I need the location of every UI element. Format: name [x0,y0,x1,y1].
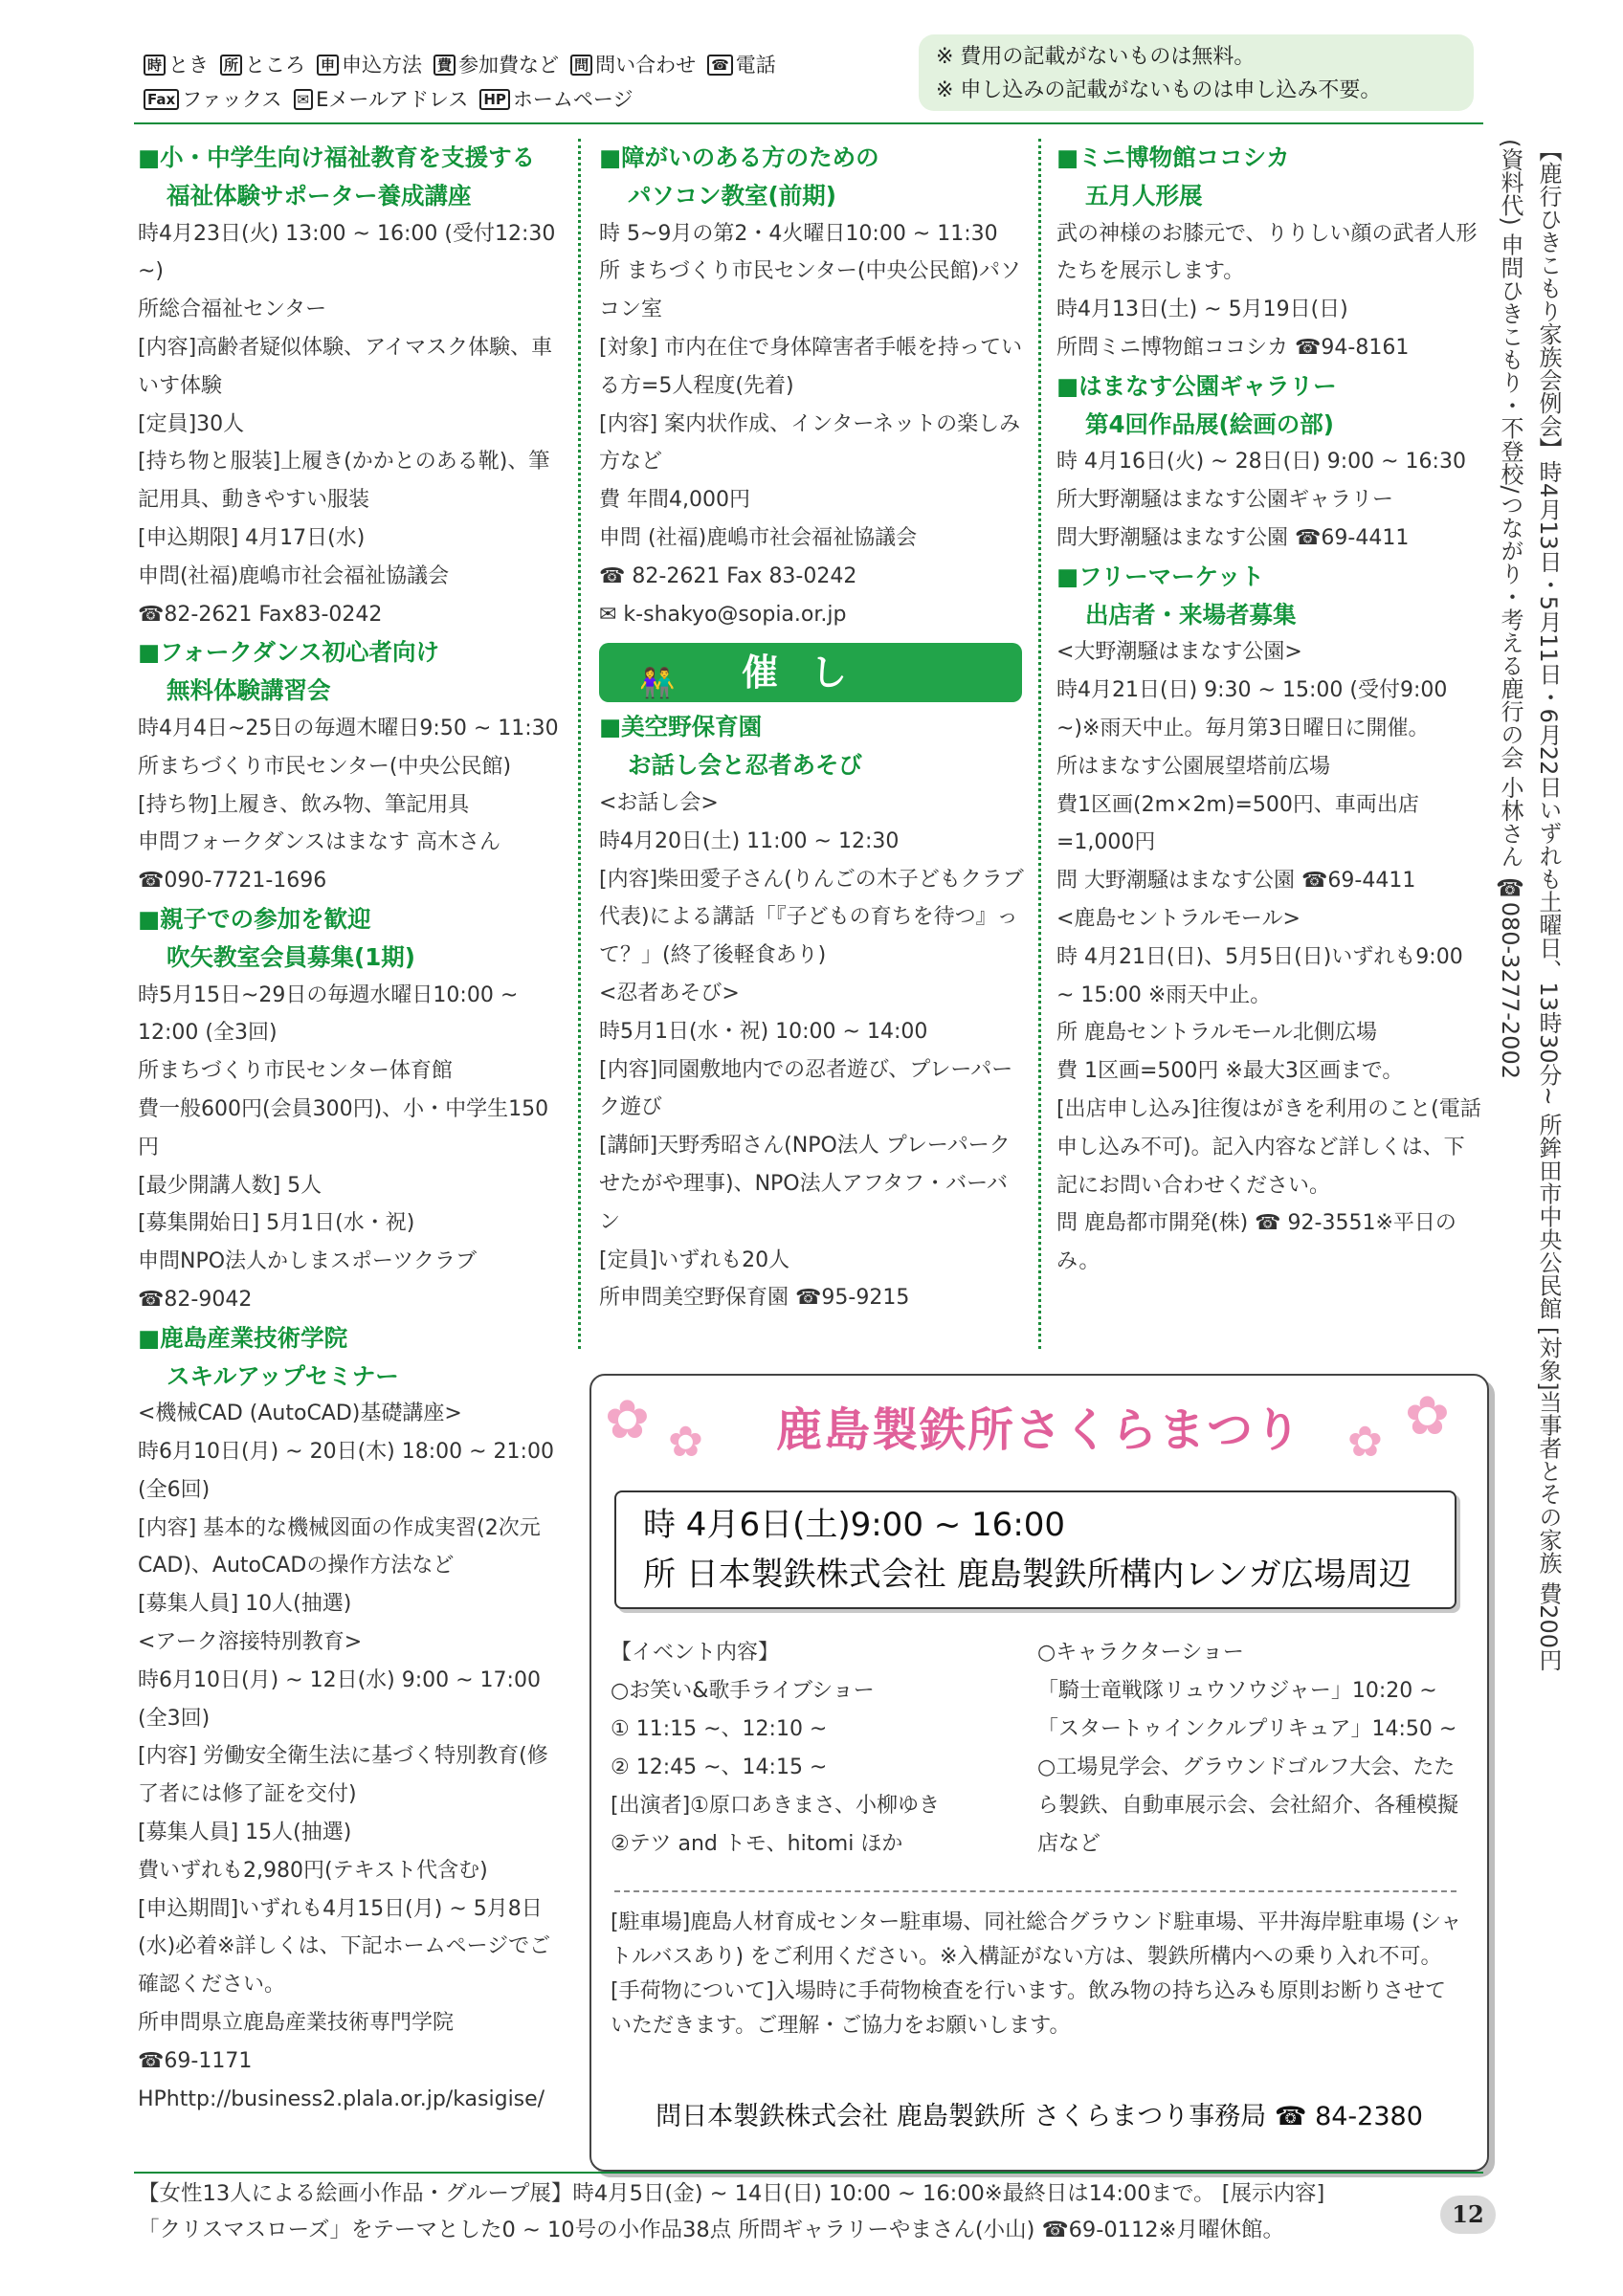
event-line: ②テツ and トモ、hitomi ほか [611,1832,903,1856]
event-line: 【イベント内容】 [611,1641,780,1665]
sakura-title: 鹿島製鉄所さくらまつり [775,1403,1302,1457]
legend-key-icon: HP [479,89,510,110]
section-heading: ■小・中学生向け福祉教育を支援する [138,144,536,171]
entry-line: ✉ k-shakyo@sopia.or.jp [599,602,847,627]
entry-line: 費いずれも2,980円(テキスト代含む) [138,1858,488,1883]
column-divider-2 [1038,139,1041,1349]
bottom-notice [138,2175,1439,2248]
column-2-top [599,139,1024,633]
sakura-icon: ✿ [1347,1418,1383,1467]
legend-item [707,48,776,82]
legend-key-icon: 申 [317,55,339,76]
entry-line: [募集人員] 10人(抽選) [138,1592,352,1617]
events-banner [599,643,1022,702]
entry-line: 時 4月21日(日)、5月5日(日)いずれも9:00 ~ 15:00 ※雨天中止。 [1056,944,1463,1007]
notice-box [919,34,1474,111]
legend-key-icon: 問 [570,55,592,76]
entry-line: 問 大野潮騒はまなす公園 ☎69-4411 [1056,869,1416,894]
entry-line: [内容]高齢者疑似体験、アイマスク体験、車いす体験 [138,335,553,398]
sakura-dashed-divider [614,1890,1456,1892]
entry-line: 問 鹿島都市開発(株) ☎ 92-3551※平日のみ。 [1056,1211,1456,1274]
legend-item [220,48,305,82]
entry-line: [募集人員] 15人(抽選) [138,1821,352,1845]
legend-item [144,48,209,82]
legend-label: ホームページ [512,88,634,111]
legend-key-icon: 時 [144,55,166,76]
entry-line: 所まちづくり市民センター(中央公民館) [138,754,512,779]
entry-line: [申込期限] 4月17日(水) [138,525,366,550]
entry-line: [内容] 基本的な機械図面の作成実習(2次元CAD)、AutoCADの操作方法など [138,1515,541,1578]
sakura-notes [611,1906,1462,2043]
event-line: ① 11:15 ~、12:10 ~ [611,1717,828,1741]
legend-item [294,82,469,117]
legend-item [317,48,422,82]
column-1 [138,139,564,2118]
entry-line: 時5月1日(水・祝) 10:00 ~ 14:00 [599,1019,928,1044]
legend [144,48,900,117]
entry-line: 時4月20日(土) 11:00 ~ 12:30 [599,828,900,853]
legend-key-icon: 所 [220,55,242,76]
entry-line: [定員]いずれも20人 [599,1247,790,1272]
event-line: 「騎士竜戦隊リュウソウジャー」10:20 ~ [1037,1679,1437,1703]
legend-label: 参加費など [458,54,560,77]
sakura-contact: 問日本製鉄株式会社 鹿島製鉄所 さくらまつり事務局 ☎ 84-2380 [656,2102,1423,2131]
entry-line: ☎69-1171 HPhttp://business2.plala.or.jp/kasigise/ [138,2048,545,2111]
entry-line: [対象] 市内在住で身体障害者手帳を持っている方=5人程度(先着) [599,335,1023,398]
entry-line: 時 4月16日(火) ~ 28日(日) 9:00 ~ 16:30 [1056,450,1466,475]
section-heading: 福祉体験サポーター養成講座 [167,181,472,210]
entry-line: 時4月23日(火) 13:00 ~ 16:00 (受付12:30 ~) [138,221,556,284]
section-heading: 第4回作品展(絵画の部) [1085,409,1334,438]
page-number: 12 [1440,2196,1496,2234]
entry-line: <お話し会> [599,790,719,815]
legend-label: ファックス [182,88,282,111]
entry-line: 費 年間4,000円 [599,488,750,513]
section-heading: 無料体験講習会 [167,676,331,705]
entry-line: 所 まちづくり市民センター(中央公民館)パソコン室 [599,259,1022,322]
entry-line: 所申問県立鹿島産業技術専門学院 [138,2011,455,2036]
entry-line: 時5月15日~29日の毎週水曜日10:00 ~ 12:00 (全3回) [138,982,519,1046]
sakura-events-left [611,1634,1032,1864]
event-line: ○お笑い&歌手ライブショー [611,1679,875,1703]
entry-line: 申問フォークダンスはまなす 高木さん ☎090-7721-1696 [138,830,501,894]
entry-line: ☎ 82-2621 Fax 83-0242 [599,563,857,588]
entry-line: ☎82-2621 Fax83-0242 [138,602,383,627]
sakura-datetime-box [614,1490,1456,1609]
entry-line: 申問(社福)鹿嶋市社会福祉協議会 [138,563,450,588]
column-2-bottom [599,708,1024,1317]
legend-label: 問い合わせ [595,54,697,77]
legend-item [479,82,633,117]
legend-key-icon: Fax [144,89,179,110]
sakura-icon: ✿ [605,1389,650,1451]
event-line: ○工場見学会、グラウンドゴルフ大会、たたら製鉄、自動車展示会、会社紹介、各種模擬店など [1037,1755,1459,1856]
entry-line: 時4月21日(日) 9:30 ~ 15:00 (受付9:00 ~)※雨天中止。毎月第3日曜日に開催。 [1056,678,1448,740]
entry-line: 申問 (社福)鹿嶋市社会福祉協議会 [599,525,918,550]
event-line: ○キャラクターショー [1037,1641,1244,1665]
section-heading: ■ミニ博物館ココシカ [1056,144,1290,171]
section-heading: ■鹿島産業技術学院 [138,1323,348,1352]
sakura-events-right [1037,1634,1468,1864]
entry-line: 武の神様のお膝元で、りりしい顔の武者人形たちを展示します。 [1056,221,1478,284]
column-3 [1056,139,1483,1281]
entry-line: 時6月10日(月) ~ 12日(水) 9:00 ~ 17:00 (全3回) [138,1667,541,1731]
entry-line: [内容] 労働安全衛生法に基づく特別教育(修了者には修了証を交付) [138,1744,548,1807]
entry-line: 費 1区画=500円 ※最大3区画まで。 [1056,1059,1404,1084]
entry-line: [持ち物と服装]上履き(かかとのある靴)、筆記用具、動きやすい服装 [138,450,550,513]
legend-label: Eメールアドレス [316,88,469,111]
entry-line: [募集開始日] 5月1日(水・祝) [138,1211,415,1236]
legend-label: とき [168,54,210,77]
sakura-icon: ✿ [1405,1385,1450,1447]
sakura-parking: [駐車場]鹿島人材育成センター駐車場、同社総合グラウンド駐車場、平井海岸駐車場 (シャトルバスあり) をご利用ください。※入構証がない方は、製鉄所構内への乗り入れ不可。 [611,1910,1462,1969]
entry-line: 問大野潮騒はまなす公園 ☎69-4411 [1056,525,1410,550]
entry-line: 所問ミニ博物館ココシカ ☎94-8161 [1056,335,1410,360]
section-heading: ■フリーマーケット [1056,562,1264,590]
vertical-notice: 【鹿行ひきこもり家族会例会】時4月13日・5月11日・6月22日いずれも土曜日、13時30分~ 所鉾田市中央公民館 [対象]当事者とその家族 費200円(資料代) 申問ひきこもり・不登校/つながり・考える鹿行の会 小林さん ☎080-3277-2002 [1497,139,1562,1672]
entry-line: <忍者あそび> [599,981,740,1005]
bottom-line-2: 「クリスマスローズ」をテーマとした0 ~ 10号の小作品38点 所問ギャラリーやまさん(小山) ☎69-0112※月曜休館。 [138,2218,1284,2242]
entry-line: 時 5~9月の第2・4火曜日10:00 ~ 11:30 [599,221,998,246]
entry-line: 所まちづくり市民センター体育館 [138,1059,453,1084]
entry-line: 時4月13日(土) ~ 5月19日(日) [1056,298,1348,322]
entry-line: [最少開講人数] 5人 [138,1173,322,1198]
entry-line: 所申問美空野保育園 ☎95-9215 [599,1286,910,1311]
entry-line: [内容] 案内状作成、インターネットの楽しみ方など [599,411,1021,475]
entry-line: [申込期間]いずれも4月15日(月) ~ 5月8日(水)必着※詳しくは、下記ホームページでご確認ください。 [138,1896,551,1998]
entry-line: [講師]天野秀昭さん(NPO法人 プレーパークせたがや理事)、NPO法人アフタフ・バーバン [599,1134,1011,1234]
entry-line: [持ち物]上履き、飲み物、筆記用具 [138,792,470,817]
sakura-icon: ✿ [668,1418,703,1467]
legend-key-icon: ☎ [707,55,733,76]
section-heading: パソコン教室(前期) [628,181,836,210]
section-heading: 吹矢教室会員募集(1期) [167,942,415,971]
section-heading: ■はまなす公園ギャラリー [1056,371,1337,400]
legend-label: 申込方法 [342,54,423,77]
entry-line: <アーク溶接特別教育> [138,1630,363,1655]
entry-line: 申問NPO法人かしまスポーツクラブ [138,1249,477,1274]
bottom-divider [134,2172,1483,2174]
legend-item [434,48,559,82]
entry-line: 時6月10日(月) ~ 20日(木) 18:00 ~ 21:00 (全6回) [138,1440,554,1502]
entry-line: [出店申し込み]往復はがきを利用のこと(電話申し込み不可)。記入内容など詳しくは、下記にお問い合わせください。 [1056,1096,1481,1198]
legend-key-icon: ✉ [294,89,314,110]
entry-line: 時4月4日~25日の毎週木曜日9:50 ~ 11:30 [138,716,559,740]
entry-line: [内容]柴田愛子さん(りんごの木子どもクラブ代表)による講話「『子どもの育ちを待つ』って？」(終了後軽食あり) [599,867,1024,968]
legend-item [144,82,282,117]
section-heading: 出店者・来場者募集 [1085,600,1297,629]
column-divider-1 [578,139,581,1349]
bottom-line-1: 【女性13人による絵画小作品・グループ展】時4月5日(金) ~ 14日(日) 10:00 ~ 16:00※最終日は14:00まで。 [展示内容] [138,2181,1325,2206]
event-line: ② 12:45 ~、14:15 ~ [611,1755,828,1779]
entry-line: 費1区画(2m×2m)=500円、車両出店=1,000円 [1056,792,1419,855]
legend-item [570,48,696,82]
sakura-place: 所 日本製鉄株式会社 鹿島製鉄所構内レンガ広場周辺 [643,1556,1412,1594]
section-heading: 五月人形展 [1085,181,1203,210]
entry-line: 所 鹿島セントラルモール北側広場 [1056,1021,1378,1046]
section-heading: ■親子での参加を歓迎 [138,904,371,933]
entry-line: [内容]同園敷地内での忍者遊び、プレーパーク遊び [599,1057,1013,1120]
event-line: 「スタートゥインクルプリキュア」14:50 ~ [1037,1717,1457,1741]
entry-line: <大野潮騒はまなす公園> [1056,640,1302,665]
section-heading: ■フォークダンス初心者向け [138,638,439,667]
entry-line: ☎82-9042 [138,1287,253,1312]
entry-line: <鹿島セントラルモール> [1056,906,1301,931]
entry-line: [定員]30人 [138,411,245,436]
section-heading: スキルアップセミナー [167,1361,399,1390]
sakura-date: 時 4月6日(土)9:00 ~ 16:00 [643,1506,1066,1544]
entry-line: 所はまなす公園展望塔前広場 [1056,754,1331,779]
column-2 [599,139,1024,1317]
section-heading: お話し会と忍者あそび [628,751,862,780]
sakura-baggage: [手荷物について]入場時に手荷物検査を行います。飲み物の持ち込みも原則お断りさせていただきます。ご理解・ご協力をお願いします。 [611,1979,1446,2038]
top-divider [134,122,1483,124]
notice-line-1: ※ 費用の記載がないものは無料。 [936,45,1256,69]
entry-line: 費一般600円(会員300円)、小・中学生150円 [138,1096,549,1159]
family-icon: 👫 [639,667,676,701]
legend-label: ところ [245,54,306,77]
legend-key-icon: 費 [434,55,456,76]
event-line: [出演者]①原口あきまさ、小柳ゆき [611,1794,941,1818]
section-heading: ■美空野保育園 [599,713,763,741]
banner-label: 催し [741,651,879,695]
entry-line: 所総合福祉センター [138,298,327,322]
notice-line-2: ※ 申し込みの記載がないものは申し込み不要。 [936,78,1382,102]
entry-line: 所大野潮騒はまなす公園ギャラリー [1056,488,1394,513]
entry-line: <機械CAD (AutoCAD)基礎講座> [138,1402,462,1426]
section-heading: ■障がいのある方のための [599,144,879,171]
legend-label: 電話 [735,54,776,77]
sakura-festival-box [589,1374,1489,2172]
